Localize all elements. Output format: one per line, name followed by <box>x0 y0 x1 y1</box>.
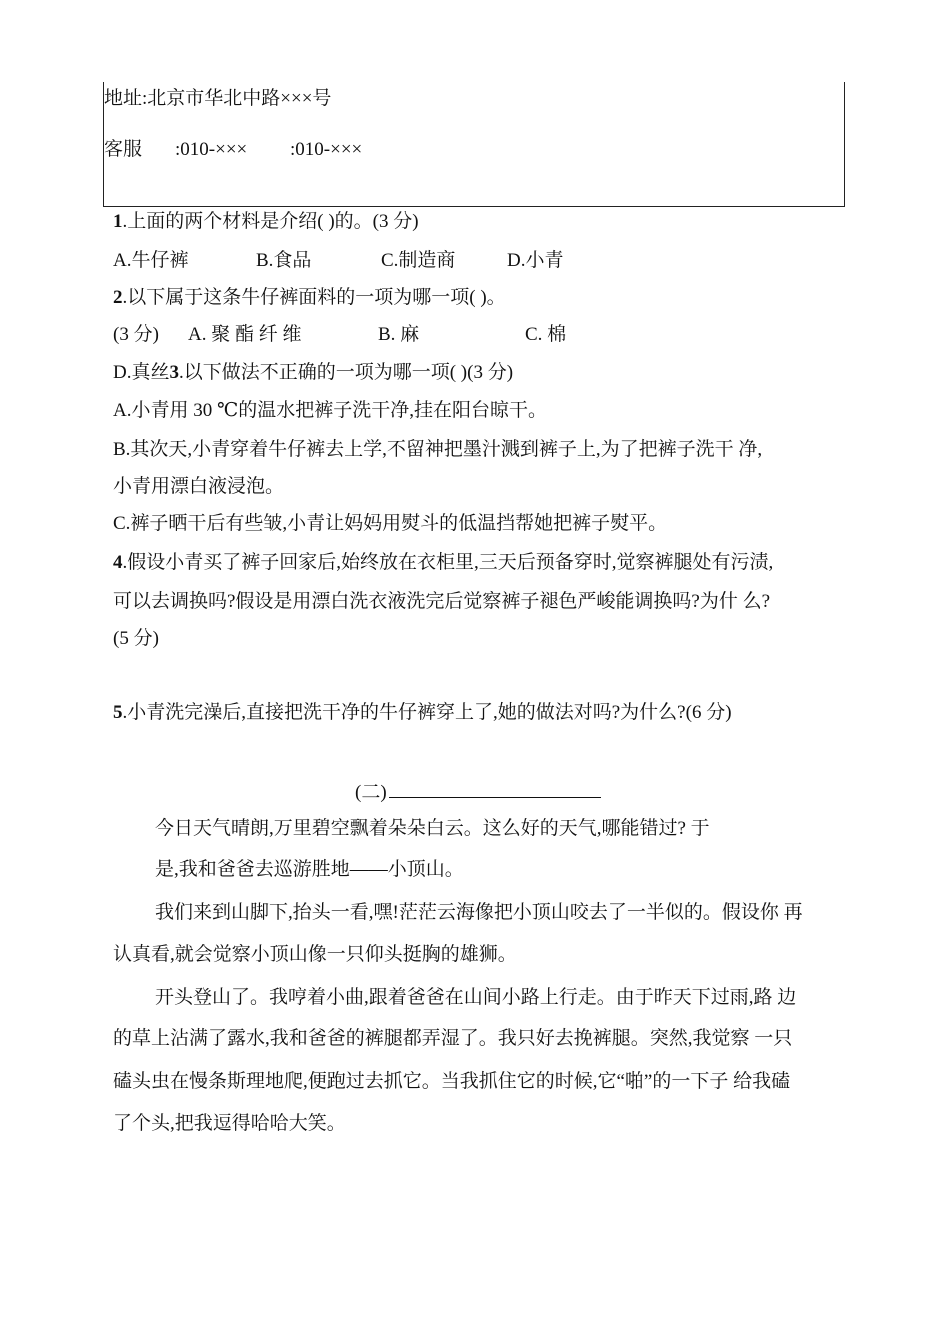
question-4-score: (5 分) <box>113 628 159 649</box>
q3-option-b-line-2: 小青用漂白液浸泡。 <box>113 476 285 497</box>
passage-line-1: 今日天气晴朗,万里碧空飘着朵朵白云。这么好的天气,哪能错过? 于 <box>155 818 710 839</box>
passage-line-4: 认真看,就会觉察小顶山像一只仰头挺胸的雄狮。 <box>113 944 517 965</box>
passage-line-3: 我们来到山脚下,抬头一看,嘿!茫茫云海像把小顶山咬去了一半似的。假设你 再 <box>155 902 803 923</box>
question-5: 5.小青洗完澡后,直接把洗干净的牛仔裤穿上了,她的做法对吗?为什么?(6 分) <box>113 702 732 723</box>
q1-option-c: C.制造商 <box>381 250 456 271</box>
q2-score: (3 分) <box>113 324 159 345</box>
question-4: 4.假设小青买了裤子回家后,始终放在衣柜里,三天后预备穿时,觉察裤腿处有污渍, <box>113 552 774 573</box>
address-text: 地址:北京市华北中路×××号 <box>104 88 332 109</box>
q1-option-a: A.牛仔裤 <box>113 250 189 271</box>
q2-option-c: C. 棉 <box>525 324 567 345</box>
question-1: 1.上面的两个材料是介绍( )的。(3 分) <box>113 211 419 232</box>
passage-line-2: 是,我和爸爸去巡游胜地——小顶山。 <box>155 859 464 880</box>
passage-line-8: 了个头,把我逗得哈哈大笑。 <box>113 1113 346 1134</box>
title-blank-line <box>389 779 601 798</box>
q2-option-a: A. 聚 酯 纤 维 <box>188 324 302 345</box>
service-phone-1: :010-××× <box>175 139 248 160</box>
service-phone-2: :010-××× <box>290 139 363 160</box>
q3-option-a: A.小青用 30 ℃的温水把裤子洗干净,挂在阳台晾干。 <box>113 400 547 421</box>
q2-option-d-and-question-3: D.真丝3.以下做法不正确的一项为哪一项( )(3 分) <box>113 362 514 383</box>
service-label: 客服 <box>104 139 143 160</box>
q2-option-b: B. 麻 <box>378 324 420 345</box>
section-2-heading: (二) <box>355 779 601 802</box>
q1-option-b: B.食品 <box>256 250 312 271</box>
passage-line-6: 的草上沾满了露水,我和爸爸的裤腿都弄湿了。我只好去挽裤腿。突然,我觉察 一只 <box>113 1028 793 1049</box>
passage-line-7: 磕头虫在慢条斯理地爬,便跑过去抓它。当我抓住它的时候,它“啪”的一下子 给我磕 <box>113 1071 791 1092</box>
q1-option-d: D.小青 <box>507 250 564 271</box>
question-2: 2.以下属于这条牛仔裤面料的一项为哪一项( )。 <box>113 287 506 308</box>
q3-option-b-line-1: B.其次天,小青穿着牛仔裤去上学,不留神把墨汁溅到裤子上,为了把裤子洗干 净, <box>113 439 763 460</box>
passage-line-5: 开头登山了。我哼着小曲,跟着爸爸在山间小路上行走。由于昨天下过雨,路 边 <box>155 987 797 1008</box>
q3-option-c: C.裤子晒干后有些皱,小青让妈妈用熨斗的低温挡帮她把裤子熨平。 <box>113 513 668 534</box>
question-4-line-2: 可以去调换吗?假设是用漂白洗衣液洗完后觉察裤子褪色严峻能调换吗?为什 么? <box>113 591 771 612</box>
